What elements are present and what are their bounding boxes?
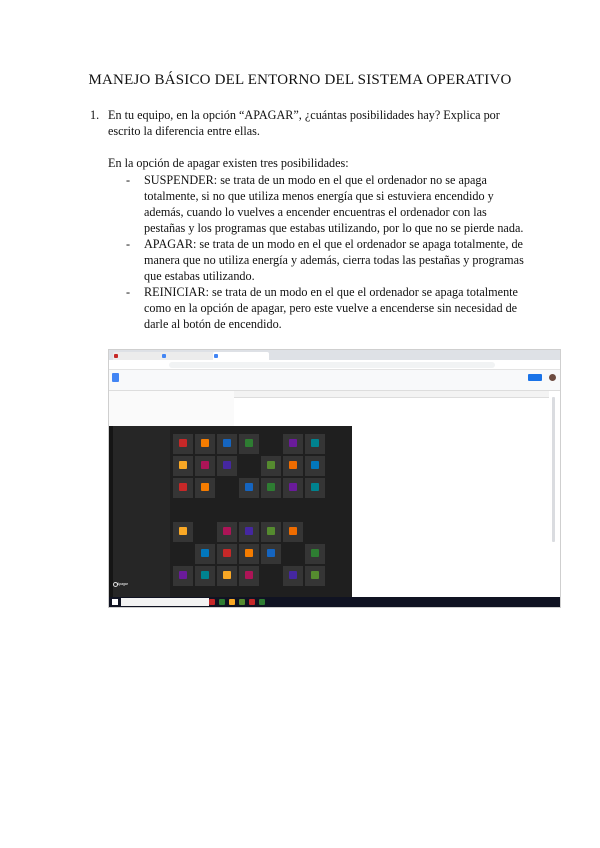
app-tile	[239, 434, 259, 454]
app-tile	[217, 522, 237, 542]
list-dash: -	[126, 237, 131, 251]
app-icon	[311, 461, 319, 469]
app-tile	[283, 478, 303, 498]
app-tile	[173, 566, 193, 586]
app-tile	[305, 544, 325, 564]
app-icon	[311, 483, 319, 491]
power-label: Apagar	[117, 582, 128, 586]
document-title: MANEJO BÁSICO DEL ENTORNO DEL SISTEMA OPERATIVO	[88, 72, 512, 88]
app-tile	[195, 544, 215, 564]
app-icon	[245, 483, 253, 491]
app-icon	[245, 527, 253, 535]
app-icon	[179, 439, 187, 447]
app-tile	[261, 544, 281, 564]
app-tile	[217, 566, 237, 586]
app-icon	[201, 571, 209, 579]
app-icon	[289, 461, 297, 469]
app-icon	[201, 483, 209, 491]
docs-outline	[109, 391, 234, 431]
answer-text: SUSPENDER: se trata de un modo en el que el ordenador no se apaga totalmente, si no que utiliza menos energía que si estuviera encendido y además, cuando lo vuelves a encender encuentras el ordenador con las pestañas y los programas que estabas utilizando, por lo que no se pierde nada.	[144, 173, 524, 235]
taskbar-app-icon	[209, 599, 215, 605]
app-icon	[223, 549, 231, 557]
question-text: En tu equipo, en la opción “APAGAR”, ¿cuántas posibilidades hay? Explica por escrito la diferencia entre ellas.	[108, 108, 500, 138]
app-icon	[311, 571, 319, 579]
browser-tab-active	[213, 352, 269, 360]
app-icon	[245, 549, 253, 557]
docs-page	[349, 405, 549, 597]
app-tile	[173, 478, 193, 498]
app-icon	[289, 571, 297, 579]
taskbar	[109, 597, 560, 607]
app-icon	[179, 571, 187, 579]
app-tile	[195, 434, 215, 454]
app-tile	[217, 456, 237, 476]
app-icon	[201, 461, 209, 469]
taskbar-app-icon	[219, 599, 225, 605]
app-tile	[261, 478, 281, 498]
app-icon	[245, 571, 253, 579]
app-icon	[179, 461, 187, 469]
app-tile	[195, 456, 215, 476]
app-icon	[267, 483, 275, 491]
app-tile	[305, 434, 325, 454]
app-icon	[267, 461, 275, 469]
docs-header	[109, 370, 560, 391]
embedded-screenshot	[108, 349, 561, 608]
taskbar-app-icon	[259, 599, 265, 605]
answer-apagar	[108, 236, 528, 284]
app-tile	[239, 522, 259, 542]
list-dash: -	[126, 285, 131, 299]
app-icon	[289, 483, 297, 491]
taskbar-app-icon	[229, 599, 235, 605]
app-tile	[261, 522, 281, 542]
app-icon	[223, 439, 231, 447]
app-tile	[239, 544, 259, 564]
app-tile	[217, 434, 237, 454]
app-tile	[239, 478, 259, 498]
docs-ruler	[234, 391, 549, 398]
app-tile	[173, 522, 193, 542]
app-icon	[311, 439, 319, 447]
answer-text: REINICIAR: se trata de un modo en el que el ordenador se apaga totalmente como en la opción de apagar, pero este vuelve a encenderse sin necesidad de darle al botón de encendido.	[144, 285, 518, 331]
app-icon	[245, 439, 253, 447]
scrollbar	[552, 397, 555, 542]
windows-icon	[112, 599, 118, 605]
app-tile	[261, 456, 281, 476]
app-tile	[217, 544, 237, 564]
browser-tab	[113, 352, 165, 360]
app-tile	[283, 566, 303, 586]
docs-icon	[112, 373, 119, 382]
app-tile	[283, 522, 303, 542]
app-tile	[173, 434, 193, 454]
app-tile	[305, 566, 325, 586]
answer-intro: En la opción de apagar existen tres posibilidades:	[108, 156, 349, 170]
app-icon	[223, 527, 231, 535]
app-icon	[179, 483, 187, 491]
app-icon	[201, 549, 209, 557]
docs-toolbar	[123, 384, 543, 388]
app-icon	[267, 549, 275, 557]
app-icon	[179, 527, 187, 535]
url-field	[169, 362, 495, 368]
app-tile	[173, 456, 193, 476]
browser-tab	[161, 352, 217, 360]
share-button	[528, 374, 542, 381]
app-icon	[267, 527, 275, 535]
app-icon	[311, 549, 319, 557]
app-icon	[289, 439, 297, 447]
app-tile	[305, 456, 325, 476]
avatar	[549, 374, 556, 381]
answer-text: APAGAR: se trata de un modo en el que el ordenador se apaga totalmente, de manera que no utiliza energía y además, cierra todas las pestañas y programas que estabas utilizando.	[144, 237, 524, 283]
question-number: 1.	[90, 108, 100, 122]
browser-address-bar	[109, 360, 560, 370]
start-menu	[109, 426, 352, 597]
taskbar-search	[121, 598, 209, 606]
list-dash: -	[126, 173, 131, 187]
app-icon	[223, 461, 231, 469]
browser-tab-bar	[109, 350, 560, 360]
answer-list	[108, 172, 528, 332]
taskbar-app-icon	[239, 599, 245, 605]
start-app-list	[113, 426, 170, 597]
app-icon	[223, 571, 231, 579]
app-icon	[289, 527, 297, 535]
app-tile	[305, 478, 325, 498]
taskbar-app-icon	[249, 599, 255, 605]
answer-reiniciar	[108, 284, 528, 332]
app-tile	[195, 478, 215, 498]
app-tile	[283, 434, 303, 454]
app-icon	[201, 439, 209, 447]
app-tile	[195, 566, 215, 586]
app-tile	[239, 566, 259, 586]
app-tile	[283, 456, 303, 476]
answer-suspender	[108, 172, 528, 236]
